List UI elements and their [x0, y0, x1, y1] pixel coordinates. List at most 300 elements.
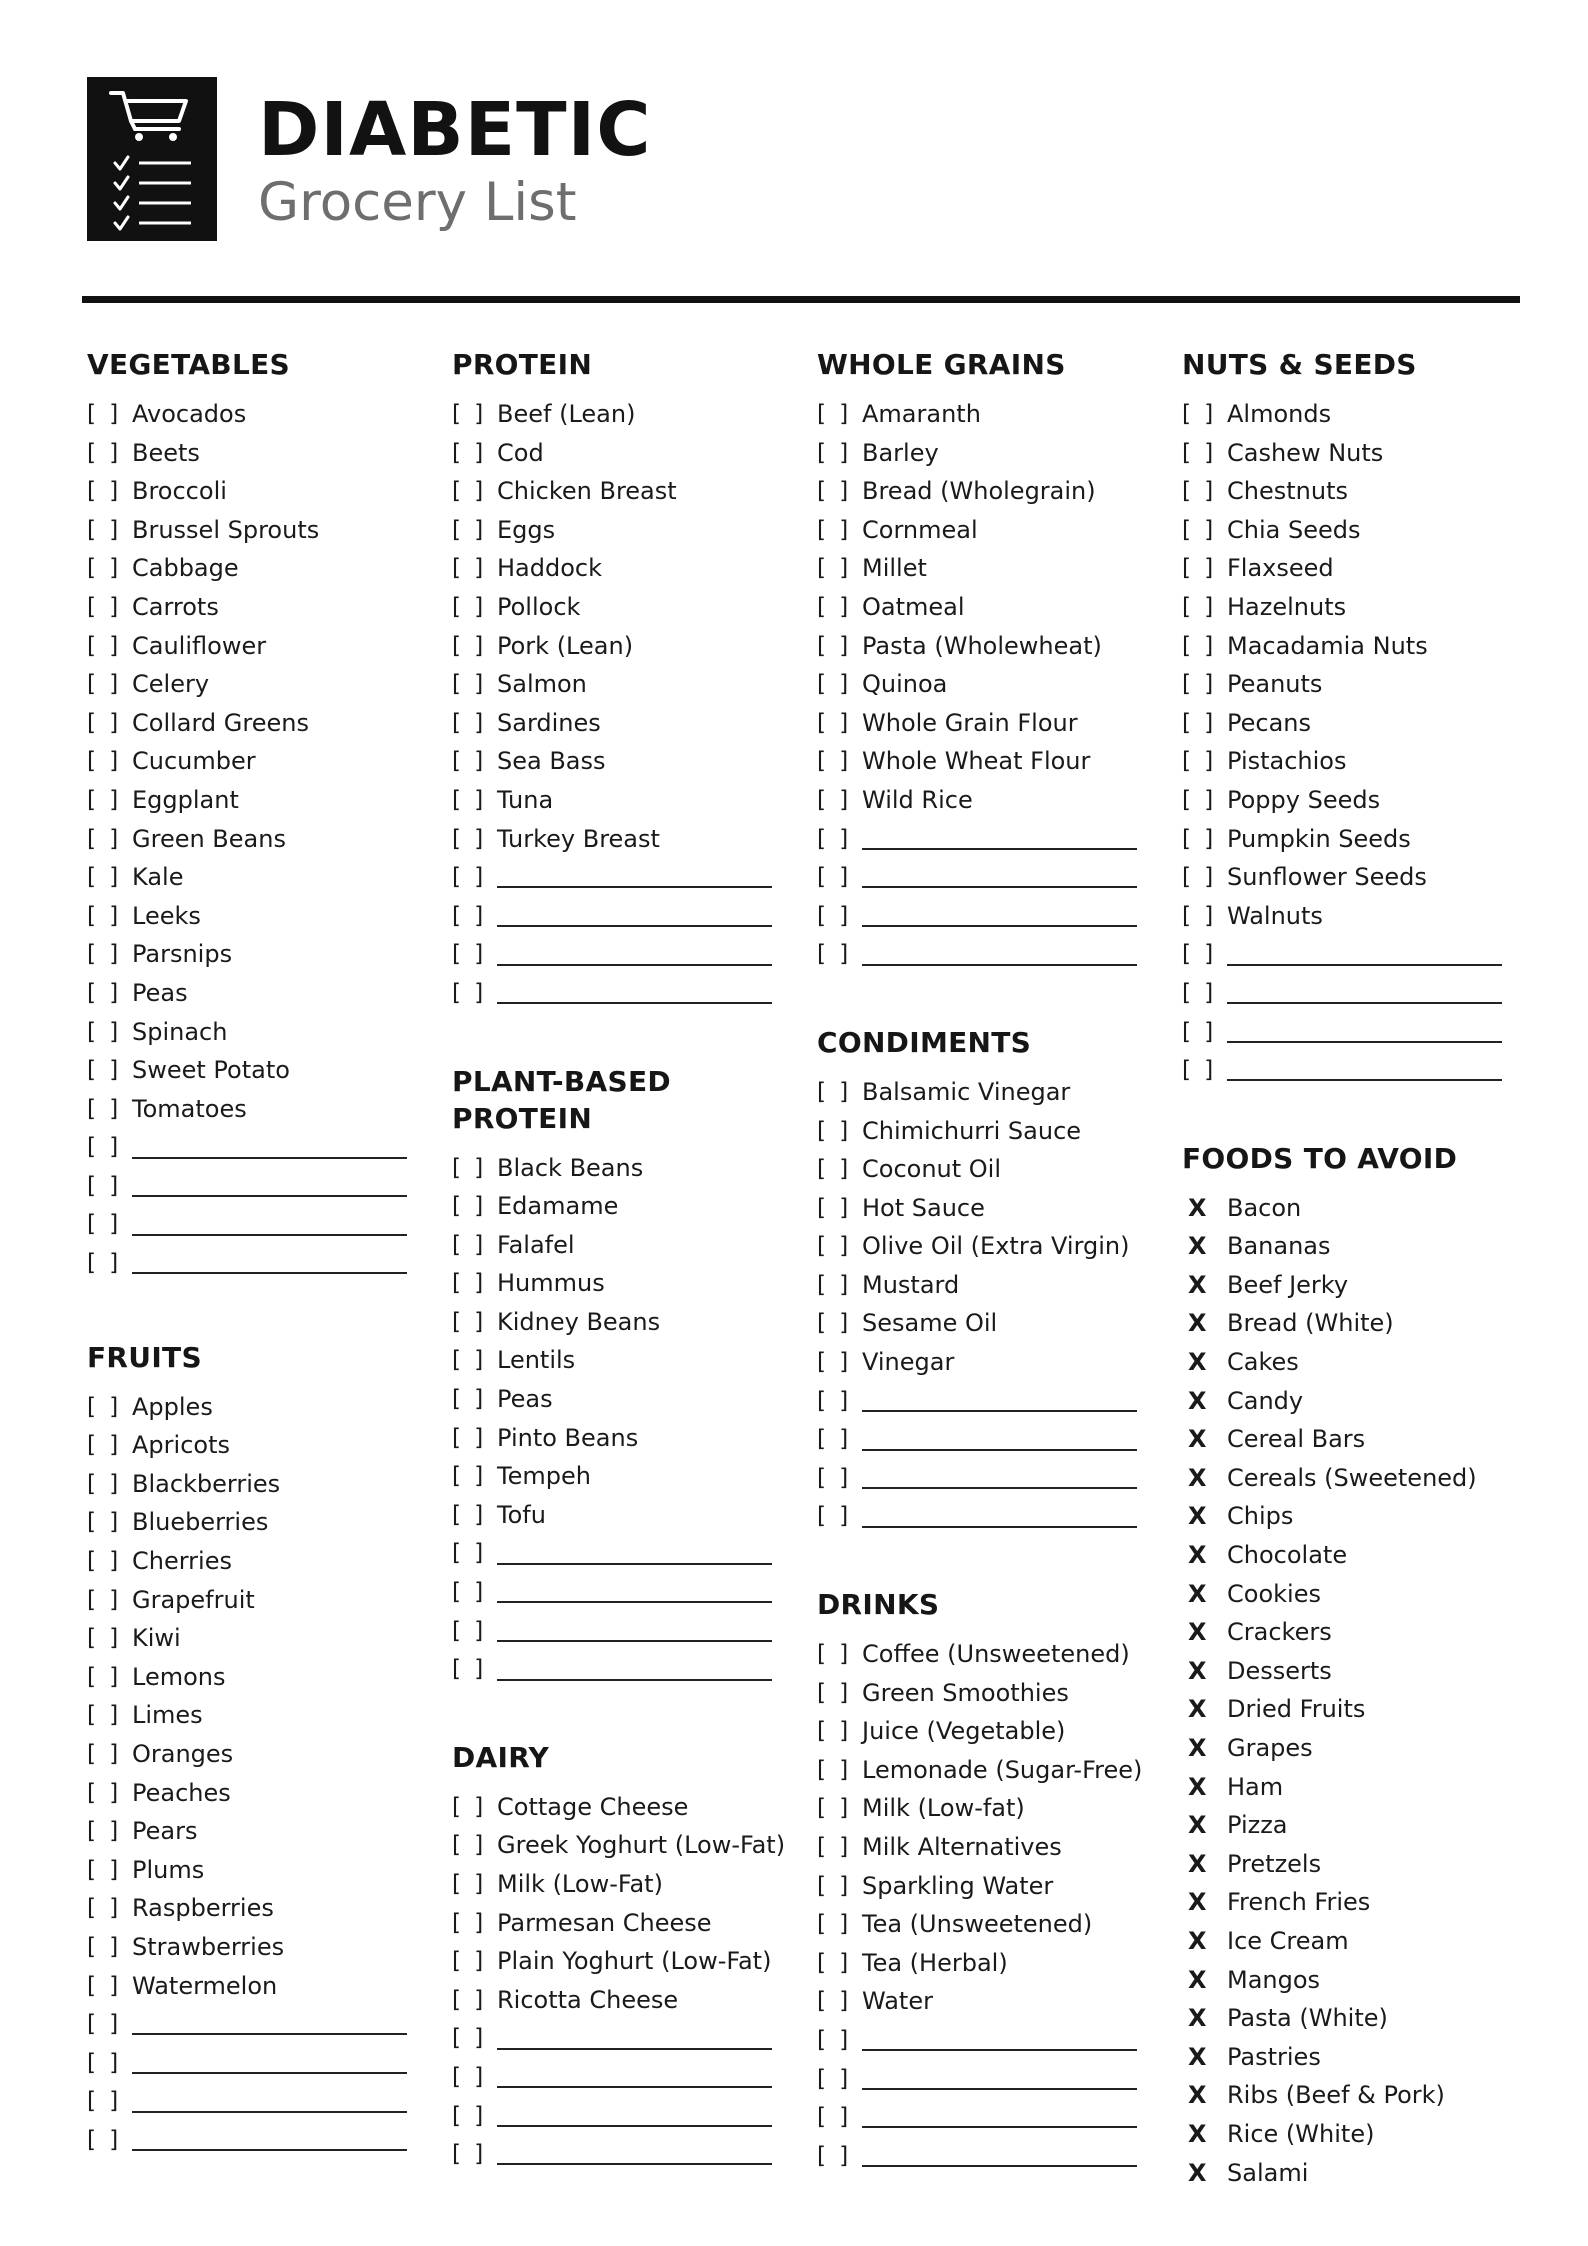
- avoid-item: [1182, 2038, 1527, 2077]
- item-label: Dried Fruits: [1227, 1695, 1366, 1724]
- item-label: Salmon: [497, 670, 587, 699]
- write-in-line[interactable]: [862, 2068, 1137, 2090]
- checkbox[interactable]: [ ]: [452, 1424, 487, 1451]
- checkbox[interactable]: [ ]: [87, 1211, 122, 1238]
- blank-item: [817, 2060, 1162, 2099]
- list-item: [817, 1304, 1162, 1343]
- checkbox[interactable]: [ ]: [452, 748, 487, 775]
- item-label: Cornmeal: [862, 515, 978, 544]
- checkbox[interactable]: [ ]: [452, 593, 487, 620]
- checkbox[interactable]: [ ]: [1182, 979, 1217, 1006]
- list-item: [452, 1904, 797, 1943]
- checkbox[interactable]: [ ]: [452, 1347, 487, 1374]
- checkbox[interactable]: [ ]: [452, 478, 487, 505]
- write-in-line[interactable]: [132, 2129, 407, 2151]
- checkbox[interactable]: [ ]: [1182, 516, 1217, 543]
- list-item: [87, 820, 432, 859]
- item-label: Water: [862, 1987, 933, 2016]
- item-label: Tempeh: [497, 1462, 591, 1491]
- checkbox[interactable]: [ ]: [87, 1172, 122, 1199]
- checkbox[interactable]: [ ]: [817, 1834, 852, 1860]
- list-item: [817, 1828, 1162, 1867]
- checkbox[interactable]: [ ]: [817, 748, 852, 775]
- list-item: [87, 974, 432, 1013]
- checkbox[interactable]: [ ]: [87, 593, 122, 620]
- checkbox[interactable]: [ ]: [87, 2126, 122, 2153]
- checkbox[interactable]: [ ]: [452, 1617, 487, 1644]
- checkbox[interactable]: [ ]: [87, 1586, 122, 1613]
- item-label: Rice (White): [1227, 2119, 1375, 2148]
- checkbox[interactable]: [ ]: [87, 401, 122, 427]
- item-label: Parsnips: [132, 940, 233, 969]
- checkbox[interactable]: [ ]: [87, 941, 122, 968]
- write-in-line[interactable]: [862, 944, 1137, 966]
- avoid-item: [1182, 1304, 1527, 1343]
- avoid-x-mark: X: [1188, 1888, 1207, 1917]
- checkbox[interactable]: [ ]: [452, 1948, 487, 1975]
- checkbox[interactable]: [ ]: [1182, 709, 1217, 736]
- checkbox[interactable]: [ ]: [817, 1641, 852, 1668]
- checkbox[interactable]: [ ]: [817, 439, 852, 466]
- list-item: [87, 897, 432, 936]
- checkbox[interactable]: [ ]: [452, 439, 487, 466]
- write-in-line[interactable]: [132, 1137, 407, 1159]
- blank-item: [87, 2082, 432, 2121]
- list-item: [1182, 588, 1527, 627]
- checkbox[interactable]: [ ]: [1182, 632, 1217, 659]
- checkbox[interactable]: [ ]: [452, 1501, 487, 1528]
- blank-item: [452, 858, 797, 897]
- checkbox[interactable]: [ ]: [1182, 555, 1217, 582]
- item-label: Pinto Beans: [497, 1423, 639, 1452]
- checkbox[interactable]: [ ]: [817, 1949, 852, 1976]
- list-item: [452, 549, 797, 588]
- list-item: [87, 627, 432, 666]
- write-in-line[interactable]: [497, 2143, 772, 2165]
- item-label: Sesame Oil: [862, 1309, 998, 1338]
- item-label: Bananas: [1227, 1232, 1331, 1261]
- item-label: Coconut Oil: [862, 1155, 1002, 1184]
- checkbox[interactable]: [ ]: [452, 2102, 487, 2129]
- checkbox[interactable]: [ ]: [1182, 786, 1217, 813]
- checkbox[interactable]: [ ]: [87, 786, 122, 813]
- write-in-line[interactable]: [497, 2105, 772, 2127]
- checkbox[interactable]: [ ]: [87, 825, 122, 852]
- list-item: [87, 1388, 432, 1427]
- write-in-line[interactable]: [862, 866, 1137, 888]
- avoid-item: [1182, 1961, 1527, 2000]
- checkbox[interactable]: [ ]: [452, 864, 487, 891]
- checkbox[interactable]: [ ]: [87, 709, 122, 736]
- item-label: Ham: [1227, 1772, 1284, 1801]
- write-in-line[interactable]: [132, 1175, 407, 1197]
- checkbox[interactable]: [ ]: [87, 1933, 122, 1960]
- checkbox[interactable]: [ ]: [452, 1832, 487, 1859]
- avoid-item: [1182, 1266, 1527, 1305]
- avoid-x-mark: X: [1188, 2004, 1207, 2033]
- header-divider: [82, 296, 1520, 303]
- checkbox[interactable]: [ ]: [817, 1194, 852, 1221]
- item-label: Whole Grain Flour: [862, 708, 1078, 737]
- item-list: [452, 395, 797, 1013]
- checkbox[interactable]: [ ]: [817, 786, 852, 813]
- checkbox[interactable]: [ ]: [452, 1231, 487, 1258]
- checkbox[interactable]: [ ]: [1182, 902, 1217, 929]
- checkbox[interactable]: [ ]: [87, 979, 122, 1006]
- blank-item: [87, 1167, 432, 1206]
- item-list: [1182, 1189, 1527, 2192]
- list-item: [87, 1090, 432, 1129]
- checkbox[interactable]: [ ]: [452, 516, 487, 543]
- checkbox[interactable]: [ ]: [1182, 478, 1217, 505]
- section-title: CONDIMENTS: [817, 1025, 1032, 1059]
- checkbox[interactable]: [ ]: [817, 478, 852, 505]
- checkbox[interactable]: [ ]: [817, 1464, 852, 1491]
- checkbox[interactable]: [ ]: [817, 1503, 852, 1530]
- checkbox[interactable]: [ ]: [817, 555, 852, 582]
- checkbox[interactable]: [ ]: [452, 671, 487, 698]
- write-in-line[interactable]: [497, 944, 772, 966]
- item-label: Cashew Nuts: [1227, 438, 1384, 467]
- checkbox[interactable]: [ ]: [87, 1393, 122, 1420]
- checkbox[interactable]: [ ]: [817, 671, 852, 698]
- blank-item: [452, 1612, 797, 1651]
- item-label: Blackberries: [132, 1469, 281, 1498]
- list-item: [452, 704, 797, 743]
- checkbox[interactable]: [ ]: [1182, 748, 1217, 775]
- checkbox[interactable]: [ ]: [87, 902, 122, 929]
- checkbox[interactable]: [ ]: [817, 1349, 852, 1376]
- item-label: Leeks: [132, 901, 201, 930]
- checkbox[interactable]: [ ]: [87, 1509, 122, 1536]
- list-item: [452, 472, 797, 511]
- item-label: Raspberries: [132, 1894, 274, 1923]
- checkbox[interactable]: [ ]: [452, 1463, 487, 1490]
- checkbox[interactable]: [ ]: [452, 401, 487, 427]
- item-list: [452, 1149, 797, 1689]
- checkbox[interactable]: [ ]: [817, 632, 852, 659]
- checkbox[interactable]: [ ]: [87, 1432, 122, 1459]
- write-in-line[interactable]: [497, 1659, 772, 1681]
- avoid-item: [1182, 2076, 1527, 2115]
- list-item: [817, 1712, 1162, 1751]
- checkbox[interactable]: [ ]: [817, 1078, 852, 1105]
- write-in-line[interactable]: [132, 2013, 407, 2035]
- list-item: [1182, 742, 1527, 781]
- write-in-line[interactable]: [862, 1467, 1137, 1489]
- item-label: Ribs (Beef & Pork): [1227, 2081, 1445, 2110]
- checkbox[interactable]: [ ]: [452, 1270, 487, 1297]
- list-item: [817, 472, 1162, 511]
- write-in-line[interactable]: [862, 2029, 1137, 2051]
- checkbox[interactable]: [ ]: [87, 1895, 122, 1922]
- checkbox[interactable]: [ ]: [817, 1426, 852, 1453]
- list-item: [87, 1774, 432, 1813]
- blank-item: [452, 935, 797, 974]
- list-item: [1182, 704, 1527, 743]
- write-in-line[interactable]: [497, 866, 772, 888]
- checkbox[interactable]: [ ]: [87, 2088, 122, 2115]
- write-in-line[interactable]: [132, 1214, 407, 1236]
- item-label: Celery: [132, 670, 210, 699]
- item-label: Lentils: [497, 1346, 576, 1375]
- checkbox[interactable]: [ ]: [452, 1154, 487, 1181]
- item-label: Chicken Breast: [497, 477, 677, 506]
- checkbox[interactable]: [ ]: [87, 671, 122, 698]
- item-label: Sweet Potato: [132, 1056, 290, 1085]
- item-list: [87, 1388, 432, 2160]
- write-in-line[interactable]: [497, 982, 772, 1004]
- checkbox[interactable]: [ ]: [817, 1795, 852, 1822]
- checkbox[interactable]: [ ]: [452, 2063, 487, 2090]
- item-label: Sardines: [497, 708, 601, 737]
- checkbox[interactable]: [ ]: [1182, 593, 1217, 620]
- list-item: [87, 1696, 432, 1735]
- checkbox[interactable]: [ ]: [87, 864, 122, 891]
- checkbox[interactable]: [ ]: [87, 632, 122, 659]
- avoid-x-mark: X: [1188, 1772, 1207, 1801]
- checkbox[interactable]: [ ]: [87, 1818, 122, 1845]
- avoid-item: [1182, 1382, 1527, 1421]
- checkbox[interactable]: [ ]: [87, 1250, 122, 1277]
- write-in-line[interactable]: [862, 828, 1137, 850]
- checkbox[interactable]: [ ]: [87, 1972, 122, 1999]
- write-in-line[interactable]: [497, 2066, 772, 2088]
- checkbox[interactable]: [ ]: [817, 825, 852, 852]
- item-label: Oranges: [132, 1740, 234, 1768]
- item-label: Lemons: [132, 1662, 226, 1691]
- item-label: Chimichurri Sauce: [862, 1116, 1082, 1145]
- checkbox[interactable]: [ ]: [87, 1018, 122, 1045]
- checkbox[interactable]: [ ]: [452, 979, 487, 1006]
- checkbox[interactable]: [ ]: [817, 941, 852, 968]
- item-label: Oatmeal: [862, 592, 965, 621]
- checkbox[interactable]: [ ]: [452, 902, 487, 929]
- write-in-line[interactable]: [862, 1506, 1137, 1528]
- avoid-item: [1182, 1922, 1527, 1961]
- checkbox[interactable]: [ ]: [817, 593, 852, 620]
- checkbox[interactable]: [ ]: [817, 902, 852, 929]
- checkbox[interactable]: [ ]: [1182, 941, 1217, 968]
- checkbox[interactable]: [ ]: [817, 2065, 852, 2092]
- checkbox[interactable]: [ ]: [87, 1779, 122, 1806]
- write-in-line[interactable]: [862, 1429, 1137, 1451]
- list-item: [817, 1905, 1162, 1944]
- avoid-item: [1182, 1729, 1527, 1768]
- checkbox[interactable]: [ ]: [452, 1579, 487, 1606]
- checkbox[interactable]: [ ]: [87, 2049, 122, 2076]
- checkbox[interactable]: [ ]: [87, 748, 122, 775]
- checkbox[interactable]: [ ]: [452, 555, 487, 582]
- checkbox[interactable]: [ ]: [817, 1117, 852, 1144]
- checkbox[interactable]: [ ]: [817, 1233, 852, 1260]
- checkbox[interactable]: [ ]: [87, 1702, 122, 1729]
- checkbox[interactable]: [ ]: [817, 1718, 852, 1745]
- checkbox[interactable]: [ ]: [452, 1656, 487, 1683]
- checkbox[interactable]: [ ]: [452, 1793, 487, 1820]
- write-in-line[interactable]: [132, 2091, 407, 2113]
- blank-item: [817, 1459, 1162, 1498]
- item-label: Wild Rice: [862, 785, 973, 814]
- item-label: Sunflower Seeds: [1227, 863, 1427, 892]
- item-label: Crackers: [1227, 1618, 1332, 1647]
- checkbox[interactable]: [ ]: [452, 1871, 487, 1897]
- write-in-line[interactable]: [1227, 982, 1502, 1004]
- checkbox[interactable]: [ ]: [817, 1911, 852, 1938]
- checkbox[interactable]: [ ]: [87, 516, 122, 543]
- section-plant-based-protein: [452, 1063, 797, 1689]
- write-in-line[interactable]: [1227, 1021, 1502, 1043]
- checkbox[interactable]: [ ]: [817, 2142, 852, 2169]
- checkbox[interactable]: [ ]: [87, 1741, 122, 1767]
- avoid-item: [1182, 1575, 1527, 1614]
- list-item: [87, 665, 432, 704]
- checkbox[interactable]: [ ]: [817, 1156, 852, 1183]
- checkbox[interactable]: [ ]: [1182, 825, 1217, 852]
- checkbox[interactable]: [ ]: [87, 1548, 122, 1575]
- column-4: [1182, 346, 1527, 2192]
- item-label: Pastries: [1227, 2042, 1321, 2071]
- item-label: Cauliflower: [132, 631, 267, 660]
- list-item: [1182, 665, 1527, 704]
- checkbox[interactable]: [ ]: [1182, 401, 1217, 427]
- list-item: [1182, 858, 1527, 897]
- list-item: [817, 1189, 1162, 1228]
- item-label: Apples: [132, 1392, 213, 1421]
- checkbox[interactable]: [ ]: [452, 632, 487, 659]
- write-in-line[interactable]: [497, 1543, 772, 1565]
- checkbox[interactable]: [ ]: [1182, 864, 1217, 891]
- write-in-line[interactable]: [132, 2052, 407, 2074]
- write-in-line[interactable]: [862, 1390, 1137, 1412]
- item-label: Bread (Wholegrain): [862, 477, 1096, 506]
- write-in-line[interactable]: [497, 905, 772, 927]
- section-dairy: [452, 1739, 797, 2174]
- checkbox[interactable]: [ ]: [817, 516, 852, 543]
- checkbox[interactable]: [ ]: [452, 825, 487, 852]
- item-label: Carrots: [132, 592, 219, 621]
- blank-item: [452, 2019, 797, 2058]
- checkbox[interactable]: [ ]: [87, 1663, 122, 1690]
- checkbox[interactable]: [ ]: [817, 2026, 852, 2053]
- checkbox[interactable]: [ ]: [817, 1756, 852, 1783]
- list-item: [817, 1112, 1162, 1151]
- checkbox[interactable]: [ ]: [87, 1057, 122, 1084]
- avoid-item: [1182, 1227, 1527, 1266]
- avoid-x-mark: X: [1188, 1425, 1207, 1454]
- list-item: [817, 1635, 1162, 1674]
- list-item: [452, 1826, 797, 1865]
- checkbox[interactable]: [ ]: [452, 1986, 487, 2013]
- checkbox[interactable]: [ ]: [452, 1909, 487, 1936]
- checkbox[interactable]: [ ]: [817, 864, 852, 891]
- write-in-line[interactable]: [132, 1252, 407, 1274]
- list-item: [817, 1982, 1162, 2021]
- write-in-line[interactable]: [862, 905, 1137, 927]
- item-label: Grapes: [1227, 1734, 1313, 1762]
- checkbox[interactable]: [ ]: [1182, 1057, 1217, 1084]
- checkbox[interactable]: [ ]: [1182, 671, 1217, 698]
- checkbox[interactable]: [ ]: [1182, 439, 1217, 466]
- checkbox[interactable]: [ ]: [817, 1271, 852, 1298]
- checkbox[interactable]: [ ]: [452, 941, 487, 968]
- write-in-line[interactable]: [497, 2028, 772, 2050]
- checkbox[interactable]: [ ]: [87, 1856, 122, 1883]
- write-in-line[interactable]: [497, 1581, 772, 1603]
- item-label: Spinach: [132, 1017, 228, 1046]
- checkbox[interactable]: [ ]: [817, 401, 852, 427]
- item-label: Amaranth: [862, 400, 981, 428]
- checkbox[interactable]: [ ]: [452, 1540, 487, 1567]
- blank-item: [817, 1382, 1162, 1421]
- checkbox[interactable]: [ ]: [452, 2025, 487, 2052]
- checkbox[interactable]: [ ]: [87, 1470, 122, 1497]
- checkbox[interactable]: [ ]: [87, 439, 122, 466]
- checkbox[interactable]: [ ]: [452, 1386, 487, 1413]
- checkbox[interactable]: [ ]: [817, 1387, 852, 1414]
- write-in-line[interactable]: [1227, 944, 1502, 966]
- item-label: Tea (Herbal): [862, 1948, 1008, 1977]
- section-drinks: [817, 1586, 1162, 2175]
- item-label: Salami: [1227, 2158, 1309, 2187]
- checkbox[interactable]: [ ]: [817, 709, 852, 736]
- write-in-line[interactable]: [497, 1620, 772, 1642]
- checkbox[interactable]: [ ]: [817, 1988, 852, 2015]
- item-label: Cod: [497, 438, 544, 467]
- item-label: Sparkling Water: [862, 1871, 1054, 1900]
- list-item: [87, 1967, 432, 2006]
- checkbox[interactable]: [ ]: [452, 2141, 487, 2168]
- avoid-item: [1182, 1845, 1527, 1884]
- list-item: [87, 434, 432, 473]
- write-in-line[interactable]: [862, 2145, 1137, 2167]
- avoid-x-mark: X: [1188, 1849, 1207, 1878]
- checkbox[interactable]: [ ]: [817, 1872, 852, 1899]
- checkbox[interactable]: [ ]: [1182, 1018, 1217, 1045]
- list-item: [1182, 395, 1527, 434]
- checkbox[interactable]: [ ]: [452, 786, 487, 813]
- checkbox[interactable]: [ ]: [87, 1134, 122, 1161]
- list-item: [87, 704, 432, 743]
- checkbox[interactable]: [ ]: [87, 2011, 122, 2038]
- write-in-line[interactable]: [1227, 1059, 1502, 1081]
- item-label: Watermelon: [132, 1971, 278, 2000]
- item-label: Pasta (White): [1227, 2004, 1388, 2033]
- list-item: [817, 1944, 1162, 1983]
- blank-item: [817, 1420, 1162, 1459]
- list-item: [87, 588, 432, 627]
- checkbox[interactable]: [ ]: [87, 1095, 122, 1122]
- checkbox[interactable]: [ ]: [87, 555, 122, 582]
- checkbox[interactable]: [ ]: [87, 478, 122, 505]
- item-list: [817, 395, 1162, 974]
- item-label: Cabbage: [132, 554, 239, 583]
- list-item: [817, 395, 1162, 434]
- list-item: [452, 781, 797, 820]
- list-item: [1182, 897, 1527, 936]
- item-label: Beef (Lean): [497, 400, 636, 428]
- item-label: Pretzels: [1227, 1849, 1322, 1878]
- checkbox[interactable]: [ ]: [817, 2104, 852, 2131]
- checkbox[interactable]: [ ]: [87, 1625, 122, 1652]
- checkbox[interactable]: [ ]: [452, 1193, 487, 1220]
- write-in-line[interactable]: [862, 2106, 1137, 2128]
- checkbox[interactable]: [ ]: [452, 709, 487, 736]
- item-label: Cottage Cheese: [497, 1792, 689, 1821]
- checkbox[interactable]: [ ]: [817, 1679, 852, 1706]
- checkbox[interactable]: [ ]: [452, 1308, 487, 1335]
- checkbox[interactable]: [ ]: [817, 1310, 852, 1337]
